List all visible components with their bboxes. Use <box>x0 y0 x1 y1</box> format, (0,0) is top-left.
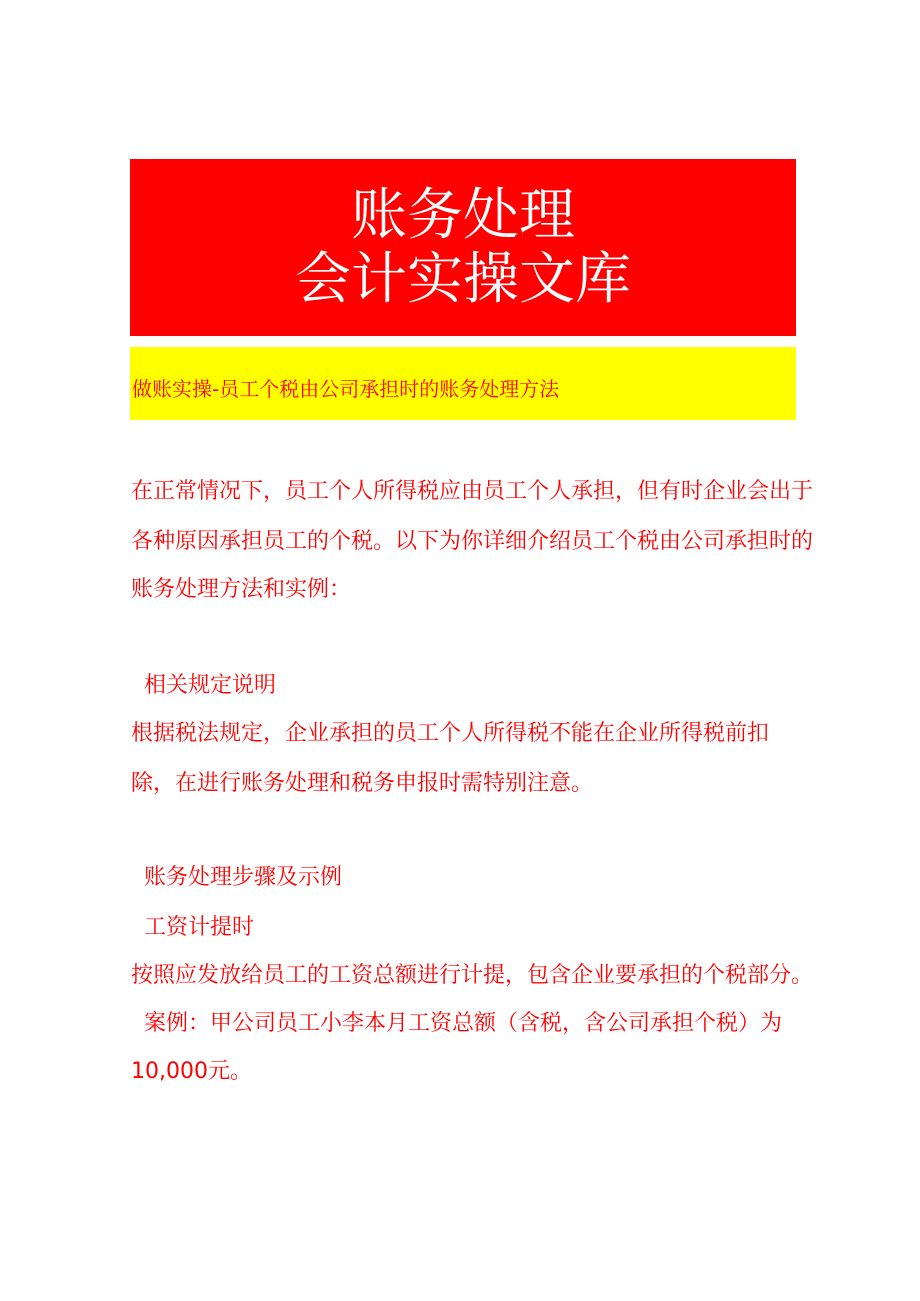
section1-heading: 相关规定说明 <box>144 673 277 698</box>
section2-subheading: 工资计提时 <box>144 915 255 940</box>
document-subtitle: 做账实操-员工个税由公司承担时的账务处理方法 <box>132 377 560 401</box>
case-line-2: 10,000元。 <box>131 1059 252 1084</box>
intro-line-2: 各种原因承担员工的个税。以下为你详细介绍员工个税由公司承担时的 <box>131 529 814 554</box>
banner-title-line1: 账务处理 <box>351 182 575 248</box>
section1-line-2: 除，在进行账务处理和税务申报时需特别注意。 <box>131 771 594 796</box>
section2-line-1: 按照应发放给员工的工资总额进行计提，包含企业要承担的个税部分。 <box>131 963 814 988</box>
subtitle-bar <box>130 347 796 420</box>
section1-line-1: 根据税法规定，企业承担的员工个人所得税不能在企业所得税前扣 <box>131 721 770 746</box>
intro-line-1: 在正常情况下，员工个人所得税应由员工个人承担，但有时企业会出于 <box>131 479 814 504</box>
title-banner <box>130 159 796 336</box>
case-line-1: 案例：甲公司员工小李本月工资总额（含税，含公司承担个税）为 <box>144 1011 783 1036</box>
banner-title-line2: 会计实操文库 <box>295 246 631 312</box>
intro-line-3: 账务处理方法和实例： <box>131 577 352 602</box>
section2-heading: 账务处理步骤及示例 <box>144 865 343 890</box>
